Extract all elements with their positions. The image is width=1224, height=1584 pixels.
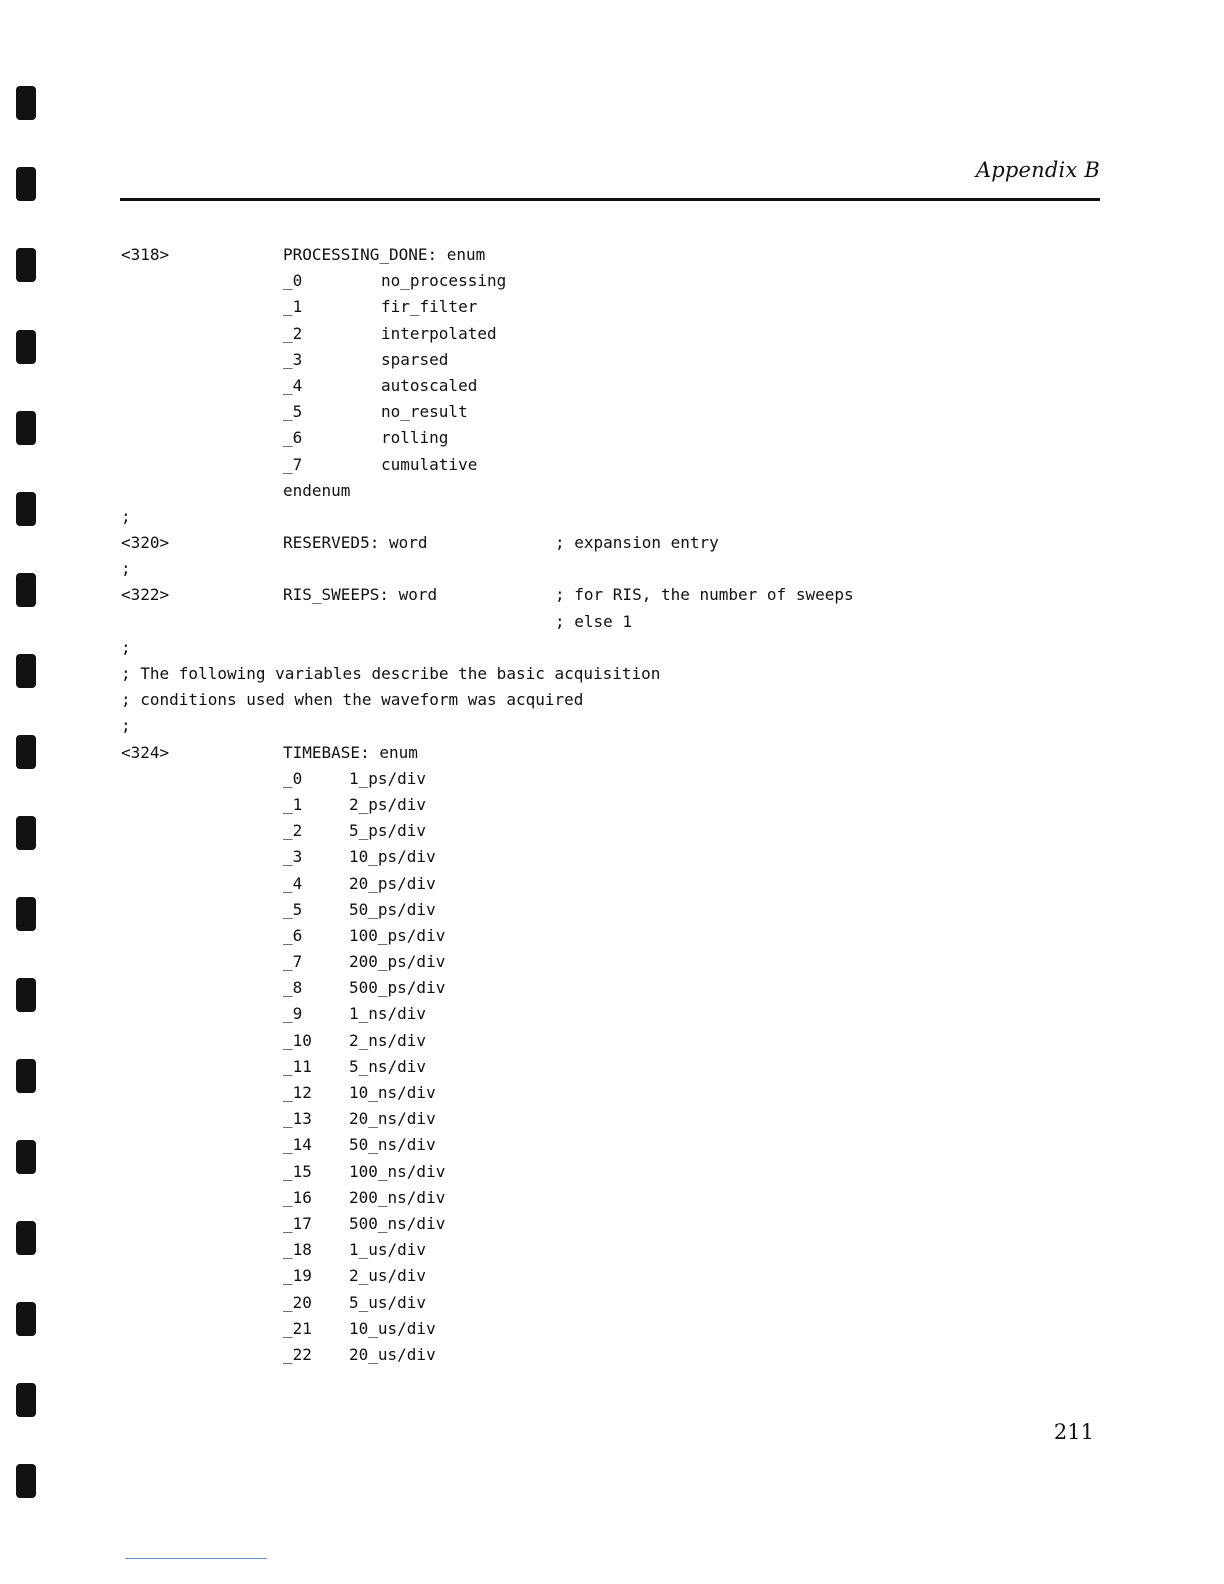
enum-code: _1: [283, 794, 303, 814]
binding-hole: [16, 86, 36, 120]
enum-value-row: [121, 1080, 1101, 1106]
offset-label: <324>: [121, 742, 170, 762]
binding-hole: [16, 411, 36, 445]
enum-value-row: [121, 1263, 1101, 1289]
enum-label: 500_ns/div: [349, 1213, 446, 1233]
binding-holes: [16, 0, 40, 1584]
enum-value-row: [121, 1185, 1101, 1211]
field-declaration: PROCESSING_DONE: enum: [283, 245, 486, 264]
ris-sweeps-comment-line: [121, 609, 1101, 635]
enum-code: _11: [283, 1056, 312, 1076]
enum-value-row: [121, 399, 1101, 425]
enum-code: _6: [283, 428, 303, 448]
enum-value-row: [121, 1316, 1101, 1342]
endenum-line: [121, 478, 1101, 504]
enum-label: 500_ps/div: [349, 978, 446, 998]
enum-value-row: [121, 1028, 1101, 1054]
header-rule: [120, 198, 1100, 201]
enum-value-row: [121, 1159, 1101, 1185]
enum-code: _16: [283, 1187, 312, 1207]
enum-code: _20: [283, 1292, 312, 1312]
enum-value-row: [121, 1342, 1101, 1368]
enum-label: sparsed: [381, 349, 449, 369]
enum-code: _2: [283, 821, 303, 841]
field-comment: ; for RIS, the number of sweeps: [555, 585, 854, 605]
enum-value-row: [121, 373, 1101, 399]
enum-value-row: [121, 268, 1101, 294]
enum-value-row: [121, 923, 1101, 949]
enum-code: _9: [283, 1004, 303, 1024]
enum-label: fir_filter: [381, 297, 478, 317]
enum-code: _5: [283, 402, 303, 422]
binding-hole: [16, 330, 36, 364]
enum-value-row: [121, 897, 1101, 923]
enum-label: 20_ps/div: [349, 873, 436, 893]
enum-code: _8: [283, 978, 303, 998]
enum-value-row: [121, 871, 1101, 897]
enum-label: 20_us/div: [349, 1344, 436, 1364]
enum-label: 10_us/div: [349, 1318, 436, 1338]
enum-code: _3: [283, 349, 303, 369]
enum-label: 1_ns/div: [349, 1004, 427, 1024]
field-comment: ; expansion entry: [555, 533, 719, 553]
enum-value-row: [121, 844, 1101, 870]
separator-line: [121, 635, 1101, 661]
enum-label: 50_ns/div: [349, 1135, 436, 1155]
enum-code: _22: [283, 1344, 312, 1364]
field-declaration: RIS_SWEEPS: word: [283, 585, 438, 605]
comment-text: ; The following variables describe the basic acquisition: [121, 664, 661, 683]
enum-code: _4: [283, 375, 303, 395]
separator-line: [121, 713, 1101, 739]
enum-value-row: [121, 294, 1101, 320]
comment-line: [121, 661, 1101, 687]
separator-line: [121, 504, 1101, 530]
offset-label: <322>: [121, 585, 170, 605]
enum-code: _0: [283, 271, 303, 291]
enum-value-row: [121, 1290, 1101, 1316]
enum-code: _21: [283, 1318, 312, 1338]
offset-label: <318>: [121, 245, 170, 264]
enum-label: 1_ps/div: [349, 768, 427, 788]
enum-value-row: [121, 1237, 1101, 1263]
enum-label: cumulative: [381, 454, 478, 474]
enum-value-row: [121, 425, 1101, 451]
enum-code: _6: [283, 925, 303, 945]
field-comment: ; else 1: [555, 611, 633, 631]
binding-hole: [16, 1221, 36, 1255]
enum-label: 200_ns/div: [349, 1187, 446, 1207]
binding-hole: [16, 816, 36, 850]
enum-code: _15: [283, 1161, 312, 1181]
enum-code: _0: [283, 768, 303, 788]
enum-value-row: [121, 766, 1101, 792]
binding-hole: [16, 978, 36, 1012]
enum-label: 10_ps/div: [349, 847, 436, 867]
enum-code: _3: [283, 847, 303, 867]
enum-label: 50_ps/div: [349, 899, 436, 919]
separator: ;: [121, 716, 131, 736]
processing-done-values: [121, 268, 1101, 478]
enum-code: _17: [283, 1213, 312, 1233]
reserved5-line: [121, 530, 1101, 556]
enum-code: _18: [283, 1240, 312, 1260]
enum-label: 5_us/div: [349, 1292, 427, 1312]
processing-done-line: [121, 242, 1101, 268]
binding-hole: [16, 1059, 36, 1093]
binding-hole: [16, 248, 36, 282]
separator: ;: [121, 637, 131, 657]
timebase-line: [121, 740, 1101, 766]
enum-code: _14: [283, 1135, 312, 1155]
enum-value-row: [121, 1132, 1101, 1158]
enum-code: _5: [283, 899, 303, 919]
enum-label: 2_ns/div: [349, 1030, 427, 1050]
enum-value-row: [121, 792, 1101, 818]
enum-code: _4: [283, 873, 303, 893]
enum-label: 2_ps/div: [349, 794, 427, 814]
enum-value-row: [121, 1054, 1101, 1080]
page-number: 211: [1053, 1420, 1094, 1444]
enum-label: rolling: [381, 428, 449, 448]
enum-value-row: [121, 347, 1101, 373]
enum-label: 1_us/div: [349, 1240, 427, 1260]
binding-hole: [16, 1140, 36, 1174]
offset-label: <320>: [121, 533, 170, 553]
comment-line: [121, 687, 1101, 713]
enum-label: interpolated: [381, 323, 497, 343]
timebase-values: [121, 766, 1101, 1368]
enum-value-row: [121, 1001, 1101, 1027]
field-declaration: RESERVED5: word: [283, 533, 428, 553]
enum-label: 5_ps/div: [349, 821, 427, 841]
enum-label: no_processing: [381, 271, 507, 291]
comment-text: ; conditions used when the waveform was acquired: [121, 690, 584, 710]
enum-label: 5_ns/div: [349, 1056, 427, 1076]
binding-hole: [16, 897, 36, 931]
enum-value-row: [121, 1106, 1101, 1132]
enum-code: _19: [283, 1266, 312, 1286]
enum-code: _1: [283, 297, 303, 317]
enum-value-row: [121, 452, 1101, 478]
enum-value-row: [121, 975, 1101, 1001]
enum-end: endenum: [283, 480, 351, 500]
footer-rule: [125, 1558, 267, 1559]
enum-code: _10: [283, 1030, 312, 1050]
enum-code: _7: [283, 454, 303, 474]
separator: ;: [121, 506, 131, 526]
binding-hole: [16, 167, 36, 201]
enum-label: 100_ps/div: [349, 925, 446, 945]
enum-label: 200_ps/div: [349, 952, 446, 972]
binding-hole: [16, 573, 36, 607]
enum-label: 20_ns/div: [349, 1109, 436, 1129]
binding-hole: [16, 1464, 36, 1498]
enum-code: _7: [283, 952, 303, 972]
binding-hole: [16, 492, 36, 526]
document-body: [121, 242, 1101, 1368]
field-declaration: TIMEBASE: enum: [283, 742, 418, 762]
enum-value-row: [121, 1211, 1101, 1237]
enum-label: 2_us/div: [349, 1266, 427, 1286]
enum-value-row: [121, 818, 1101, 844]
ris-sweeps-line: [121, 582, 1101, 608]
enum-code: _13: [283, 1109, 312, 1129]
enum-value-row: [121, 949, 1101, 975]
binding-hole: [16, 1383, 36, 1417]
enum-code: _12: [283, 1083, 312, 1102]
enum-label: autoscaled: [381, 375, 478, 395]
page-header-title: Appendix B: [975, 158, 1100, 182]
binding-hole: [16, 1302, 36, 1336]
enum-code: _2: [283, 323, 303, 343]
binding-hole: [16, 654, 36, 688]
separator: ;: [121, 559, 131, 579]
binding-hole: [16, 735, 36, 769]
enum-value-row: [121, 321, 1101, 347]
enum-label: 10_ns/div: [349, 1083, 436, 1102]
separator-line: [121, 556, 1101, 582]
enum-label: 100_ns/div: [349, 1161, 446, 1181]
enum-label: no_result: [381, 402, 468, 422]
